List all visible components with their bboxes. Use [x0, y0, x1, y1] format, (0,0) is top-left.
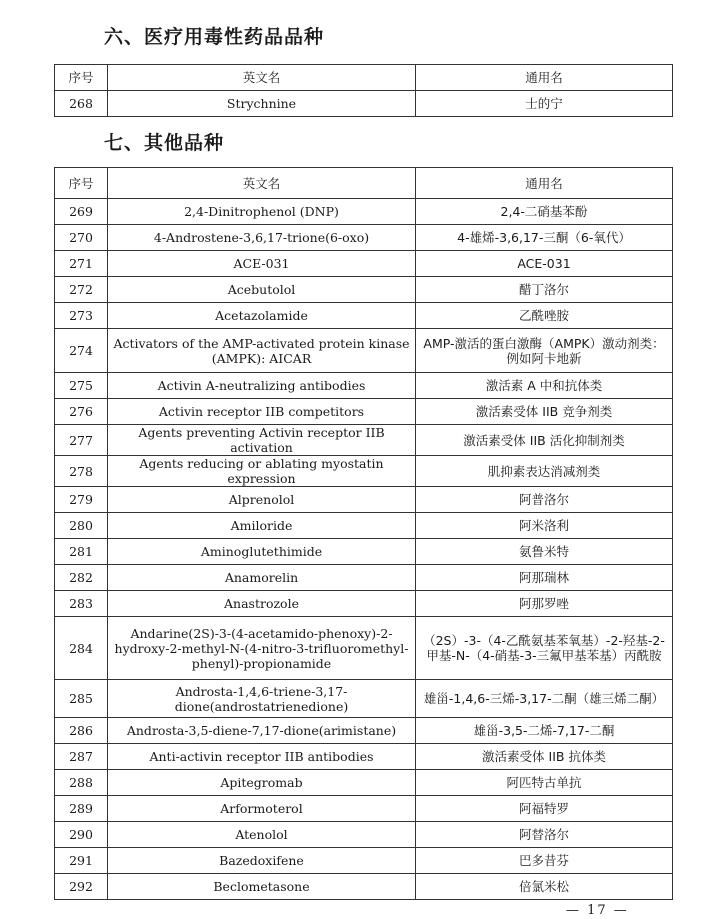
header-no: 序号 — [55, 168, 108, 199]
row-no: 272 — [55, 277, 108, 303]
table-row — [55, 456, 673, 487]
row-generic-name: 肌抑素表达消减剂类 — [416, 456, 673, 487]
row-no: 284 — [55, 617, 108, 680]
row-generic-name: ACE-031 — [416, 251, 673, 277]
header-generic-name: 通用名 — [416, 168, 673, 199]
row-english-name: Agents reducing or ablating myostatin expression — [108, 456, 416, 487]
row-english-name: Androsta-1,4,6-triene-3,17-dione(androstatrienedione) — [108, 680, 416, 718]
row-no: 279 — [55, 487, 108, 513]
table-row — [55, 848, 673, 874]
row-generic-name: 乙酰唑胺 — [416, 303, 673, 329]
table-row — [55, 513, 673, 539]
row-english-name: 2,4-Dinitrophenol (DNP) — [108, 199, 416, 225]
row-generic-name: 雄甾-1,4,6-三烯-3,17-二酮（雄三烯二酮） — [416, 680, 673, 718]
row-generic-name: 倍氯米松 — [416, 874, 673, 900]
table-row — [55, 796, 673, 822]
row-no: 268 — [55, 91, 108, 117]
header-english-name: 英文名 — [108, 65, 416, 91]
table-row — [55, 874, 673, 900]
row-no: 274 — [55, 329, 108, 373]
table-header-row — [55, 168, 673, 199]
row-english-name: Atenolol — [108, 822, 416, 848]
row-english-name: Androsta-3,5-diene-7,17-dione(arimistane) — [108, 718, 416, 744]
row-generic-name: AMP-激活的蛋白激酶（AMPK）激动剂类：例如阿卡地新 — [416, 329, 673, 373]
table-row — [55, 373, 673, 399]
row-generic-name: 2,4-二硝基苯酚 — [416, 199, 673, 225]
header-no: 序号 — [55, 65, 108, 91]
row-english-name: Beclometasone — [108, 874, 416, 900]
row-no: 286 — [55, 718, 108, 744]
row-english-name: ACE-031 — [108, 251, 416, 277]
table-header-row — [55, 65, 673, 91]
row-no: 276 — [55, 399, 108, 425]
row-generic-name: 阿匹特古单抗 — [416, 770, 673, 796]
row-no: 273 — [55, 303, 108, 329]
table-row — [55, 425, 673, 456]
table-row — [55, 199, 673, 225]
row-english-name: Aminoglutethimide — [108, 539, 416, 565]
page-number: — 17 — — [566, 903, 629, 918]
row-english-name: Anamorelin — [108, 565, 416, 591]
table-row — [55, 487, 673, 513]
other-drugs-table — [54, 167, 673, 900]
row-generic-name: 激活素受体 IIB 活化抑制剂类 — [416, 425, 673, 456]
row-english-name: Activators of the AMP-activated protein kinase (AMPK): AICAR — [108, 329, 416, 373]
row-no: 271 — [55, 251, 108, 277]
row-generic-name: 4-雄烯-3,6,17-三酮（6-氧代） — [416, 225, 673, 251]
row-no: 280 — [55, 513, 108, 539]
table-row — [55, 329, 673, 373]
row-no: 281 — [55, 539, 108, 565]
row-no: 269 — [55, 199, 108, 225]
header-generic-name: 通用名 — [416, 65, 673, 91]
row-no: 278 — [55, 456, 108, 487]
row-no: 290 — [55, 822, 108, 848]
row-english-name: Strychnine — [108, 91, 416, 117]
table-row — [55, 399, 673, 425]
row-english-name: Anti-activin receptor IIB antibodies — [108, 744, 416, 770]
row-generic-name: 阿福特罗 — [416, 796, 673, 822]
row-generic-name: 阿替洛尔 — [416, 822, 673, 848]
row-english-name: Anastrozole — [108, 591, 416, 617]
table-row — [55, 251, 673, 277]
section-7-title: 七、其他品种 — [104, 132, 225, 154]
row-no: 287 — [55, 744, 108, 770]
table-row — [55, 225, 673, 251]
table-row — [55, 277, 673, 303]
table-row — [55, 770, 673, 796]
row-no: 292 — [55, 874, 108, 900]
header-english-name: 英文名 — [108, 168, 416, 199]
row-generic-name: 激活素 A 中和抗体类 — [416, 373, 673, 399]
row-generic-name: 巴多昔芬 — [416, 848, 673, 874]
row-english-name: Activin receptor IIB competitors — [108, 399, 416, 425]
row-generic-name: 醋丁洛尔 — [416, 277, 673, 303]
row-generic-name: 阿那罗唑 — [416, 591, 673, 617]
row-english-name: Acebutolol — [108, 277, 416, 303]
row-no: 285 — [55, 680, 108, 718]
table-row — [55, 680, 673, 718]
row-generic-name: 阿米洛利 — [416, 513, 673, 539]
row-no: 289 — [55, 796, 108, 822]
row-no: 282 — [55, 565, 108, 591]
table-row — [55, 718, 673, 744]
row-english-name: 4-Androstene-3,6,17-trione(6-oxo) — [108, 225, 416, 251]
table-row — [55, 539, 673, 565]
row-english-name: Apitegromab — [108, 770, 416, 796]
row-generic-name: 氨鲁米特 — [416, 539, 673, 565]
table-row — [55, 303, 673, 329]
row-english-name: Bazedoxifene — [108, 848, 416, 874]
row-no: 288 — [55, 770, 108, 796]
row-generic-name: 阿那瑞林 — [416, 565, 673, 591]
row-english-name: Andarine(2S)-3-(4-acetamido-phenoxy)-2-hydroxy-2-methyl-N-(4-nitro-3-trifluoromethyl-phenyl)-propionamide — [108, 617, 416, 680]
row-english-name: Alprenolol — [108, 487, 416, 513]
row-english-name: Activin A-neutralizing antibodies — [108, 373, 416, 399]
row-english-name: Acetazolamide — [108, 303, 416, 329]
section-6-title: 六、医疗用毒性药品品种 — [104, 26, 325, 48]
row-generic-name: （2S）-3-（4-乙酰氨基苯氧基）-2-羟基-2-甲基-N-（4-硝基-3-三氟甲基苯基）丙酰胺 — [416, 617, 673, 680]
table-row — [55, 591, 673, 617]
toxic-drugs-table — [54, 64, 673, 117]
row-generic-name: 激活素受体 IIB 抗体类 — [416, 744, 673, 770]
row-english-name: Agents preventing Activin receptor IIB activation — [108, 425, 416, 456]
row-no: 275 — [55, 373, 108, 399]
row-generic-name: 阿普洛尔 — [416, 487, 673, 513]
table-row — [55, 565, 673, 591]
row-generic-name: 士的宁 — [416, 91, 673, 117]
table-row — [55, 91, 673, 117]
table-row — [55, 744, 673, 770]
row-english-name: Arformoterol — [108, 796, 416, 822]
table-row — [55, 617, 673, 680]
row-generic-name: 雄甾-3,5-二烯-7,17-二酮 — [416, 718, 673, 744]
row-no: 291 — [55, 848, 108, 874]
row-english-name: Amiloride — [108, 513, 416, 539]
row-no: 283 — [55, 591, 108, 617]
row-generic-name: 激活素受体 IIB 竞争剂类 — [416, 399, 673, 425]
row-no: 270 — [55, 225, 108, 251]
table-row — [55, 822, 673, 848]
row-no: 277 — [55, 425, 108, 456]
